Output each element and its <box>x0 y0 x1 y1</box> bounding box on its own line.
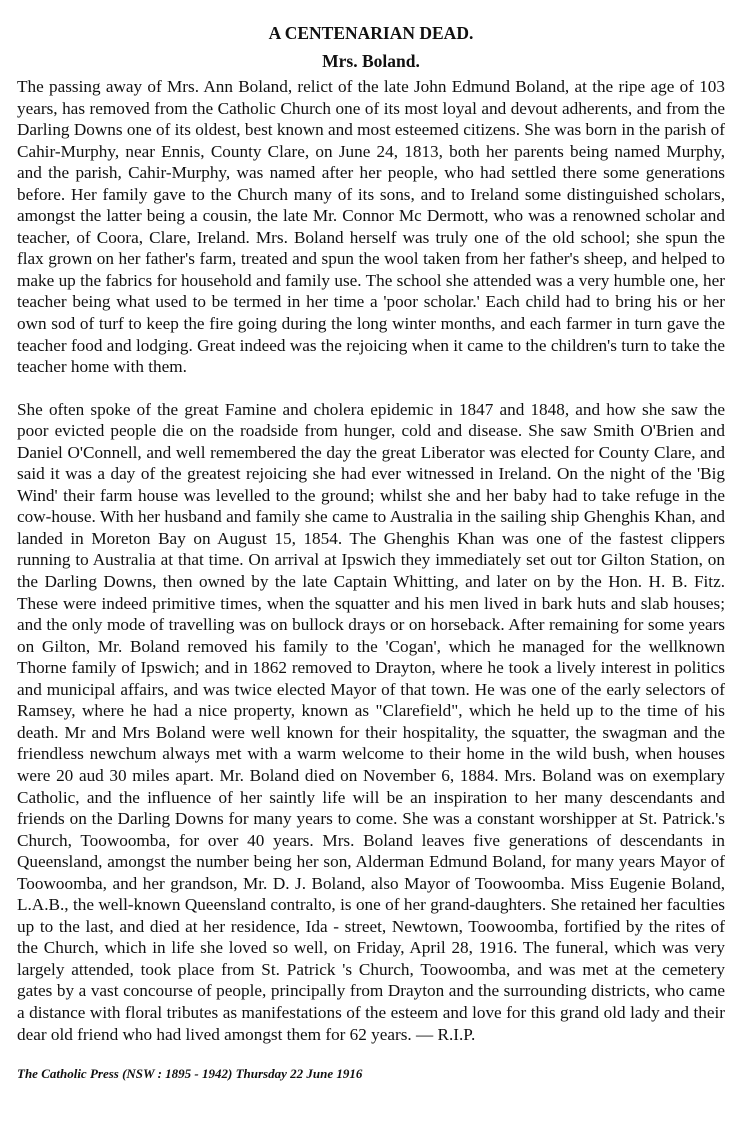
article-paragraph-2: She often spoke of the great Famine and cholera epidemic in 1847 and 1848, and how she saw the poor evicted people die on the roadside from hunger, cold and disease. She saw Smith O'Brien and Daniel O'Connell, and well remembered the day the great Liberator was elected for County Clare, and said it was a day of the greatest rejoicing she had ever witnessed in Ireland. On the night of the 'Big Wind' their farm house was levelled to the ground; whilst she and her baby had to take refuge in the cow-house. With her husband and family she came to Australia in the sailing ship Ghenghis Khan, and landed in Moreton Bay on August 15, 1854. The Ghenghis Khan was one of the fastest clippers running to Australia at that time. On arrival at Ipswich they immediately set out tor Gilton Station, on the Darling Downs, then owned by the late Captain Whitting, and later on by the Hon. H. B. Fitz. These were indeed primitive times, when the squatter and his men lived in bark huts and slab houses; and the only mode of travelling was on bullock drays or on horseback. After remaining for some years on Gilton, Mr. Boland removed his family to the 'Cogan', which he managed for the wellknown Thorne family of Ipswich; and in 1862 removed to Drayton, where he took a lively interest in politics and municipal affairs, and was twice elected Mayor of that town. He was one of the early selectors of Ramsey, where he had a nice property, known as "Clarefield", which he held up to the time of his death. Mr and Mrs Boland were well known for their hospitality, the squatter, the swagman and the friendless newchum always met with a warm welcome to their home in the wild bush, when houses were 20 aud 30 miles apart. Mr. Boland died on November 6, 1884. Mrs. Boland was on exemplary Catholic, and the influence of her saintly life will be an inspiration to her many descendants and friends on the Darling Downs for many years to come. She was a constant worshipper at St. Patrick.'s Church, Toowoomba, for over 40 years. Mrs. Boland leaves five generations of descendants in Queensland, amongst the number being her son, Alderman Edmund Boland, for many years Mayor of Toowoomba, and her grandson, Mr. D. J. Boland, also Mayor of Toowoomba. Miss Eugenie Boland, L.A.B., the well-known Queensland contralto, is one of her grand-daughters. She retained her faculties up to the last, and died at her residence, Ida - street, Newtown, Toowoomba, fortified by the rites of the Church, which in life she loved so well, on Friday, April 28, 1916. The funeral, which was very largely attended, took place from St. Patrick 's Church, Toowoomba, and was met at the cemetery gates by a vast concourse of people, principally from Drayton and the surrounding districts, who came a distance with floral tributes as manifestations of the esteem and love for this grand old lady and their dear old friend who had lived amongst them for 62 years. — R.I.P. <box>17 399 725 1044</box>
article-paragraph-1: The passing away of Mrs. Ann Boland, relict of the late John Edmund Boland, at the ripe age of 103 years, has removed from the Catholic Church one of its most loyal and devout adherents, and from the Darling Downs one of its oldest, best known and most esteemed citizens. She was born in the parish of Cahir-Murphy, near Ennis, County Clare, on June 24, 1813, both her parents being named Murphy, and the parish, Cahir-Murphy, was named after her people, who had settled there some generations before. Her family gave to the Church many of its sons, and to Ireland some distinguished scholars, amongst the latter being a cousin, the late Mr. Connor Mc Dermott, who was a renowned scholar and teacher, of Coora, Clare, Ireland. Mrs. Boland herself was truly one of the old school; she spun the flax grown on her father's farm, treated and spun the wool taken from her father's sheep, and helped to make up the fabrics for household and family use. The school she attended was a very humble one, her teacher being what used to be termed in her time a 'poor scholar.' Each child had to bring his or her own sod of turf to keep the fire going during the long winter months, and each farmer in turn gave the teacher food and lodging. Great indeed was the rejoicing when it came to the children's turn to take the teacher home with them. <box>17 77 725 377</box>
document-page <box>17 22 725 1083</box>
article-title: A CENTENARIAN DEAD. <box>268 23 474 43</box>
source-citation: The Catholic Press (NSW : 1895 - 1942) Thursday 22 June 1916 <box>17 1066 363 1082</box>
article-subtitle: Mrs. Boland. <box>322 51 420 71</box>
